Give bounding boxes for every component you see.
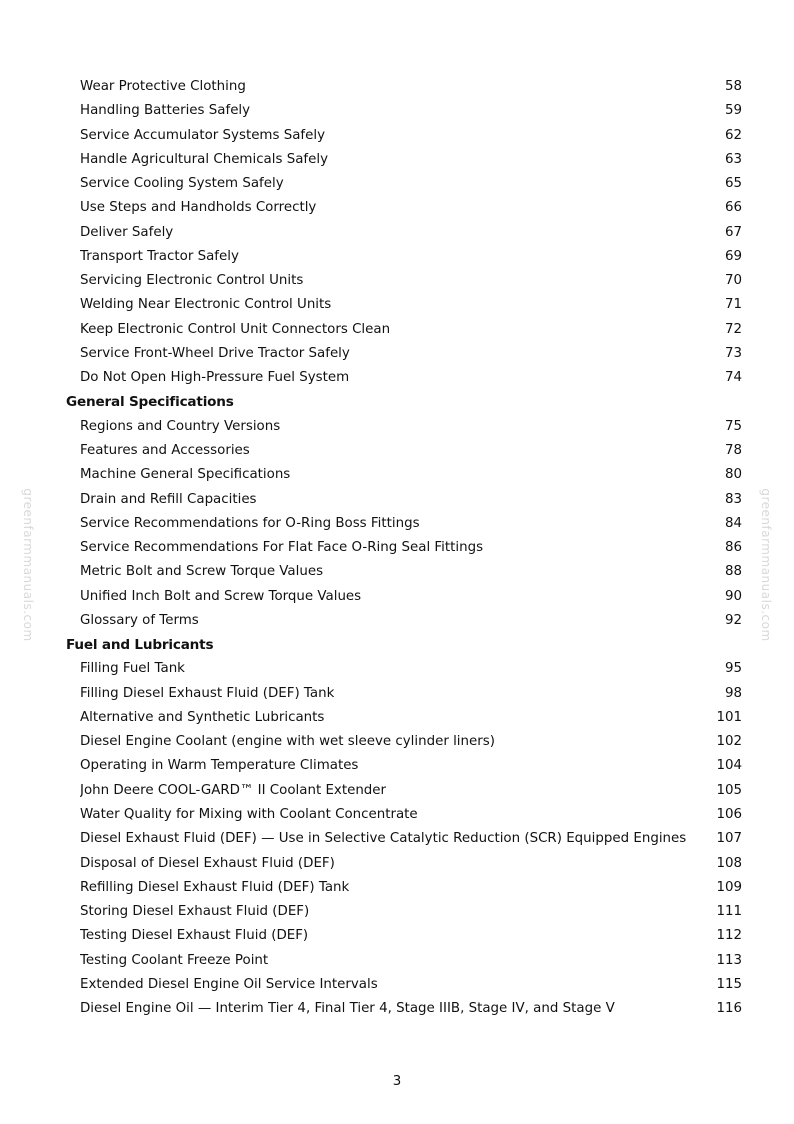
entry-page-number: 102 <box>716 734 742 750</box>
entry-page-number: 62 <box>724 127 742 143</box>
toc-entry[interactable] <box>66 779 742 803</box>
toc-entry[interactable] <box>66 900 742 924</box>
entry-title: Deliver Safely <box>80 224 174 240</box>
toc-entry[interactable] <box>66 657 742 681</box>
entry-page-number: 70 <box>724 273 742 289</box>
entry-page-number: 58 <box>724 79 742 94</box>
entry-title: Diesel Engine Oil — Interim Tier 4, Final Tier 4, Stage IIIB, Stage IV, and Stage V <box>80 1001 615 1017</box>
toc-entry[interactable] <box>66 75 742 99</box>
section-title: General Specifications <box>66 394 234 411</box>
entry-page-number: 67 <box>724 224 742 240</box>
entry-title: Diesel Exhaust Fluid (DEF) — Use in Selective Catalytic Reduction (SCR) Equipped Engines <box>80 831 687 847</box>
entry-title: Wear Protective Clothing <box>80 79 246 94</box>
entry-page-number: 83 <box>724 491 742 507</box>
entry-title: Transport Tractor Safely <box>80 248 239 264</box>
entry-page-number: 74 <box>724 370 742 386</box>
entry-page-number: 113 <box>716 952 742 968</box>
entry-title: Metric Bolt and Screw Torque Values <box>80 564 324 580</box>
watermark-left: greenfarmmanuals.com <box>21 488 35 642</box>
toc-entry[interactable] <box>66 439 742 463</box>
entry-title: Extended Diesel Engine Oil Service Intervals <box>80 976 378 992</box>
entry-page-number: 112 <box>716 928 742 944</box>
toc-section-heading <box>66 390 742 414</box>
entry-page-number: 101 <box>716 709 742 725</box>
entry-title: Filling Fuel Tank <box>80 661 185 677</box>
toc-entry[interactable] <box>66 318 742 342</box>
entry-title: Alternative and Synthetic Lubricants <box>80 709 325 725</box>
entry-page-number: 80 <box>724 467 742 483</box>
entry-page-number: 107 <box>716 831 742 847</box>
toc-entry[interactable] <box>66 852 742 876</box>
toc-section-heading <box>66 633 742 657</box>
entry-page-number: 65 <box>724 176 742 192</box>
entry-title: Handle Agricultural Chemicals Safely <box>80 151 329 167</box>
table-of-contents <box>66 75 742 1021</box>
entry-page-number: 111 <box>716 904 742 920</box>
entry-title: Water Quality for Mixing with Coolant Concentrate <box>80 806 418 822</box>
entry-title: Use Steps and Handholds Correctly <box>80 200 317 216</box>
entry-page-number: 106 <box>716 806 742 822</box>
entry-title: John Deere COOL-GARD™ II Coolant Extender <box>80 782 387 798</box>
entry-page-number: 75 <box>724 418 742 434</box>
toc-entry[interactable] <box>66 754 742 778</box>
toc-entry[interactable] <box>66 342 742 366</box>
entry-page-number: 115 <box>716 976 742 992</box>
entry-page-number: 98 <box>724 685 742 701</box>
toc-entry[interactable] <box>66 512 742 536</box>
entry-title: Glossary of Terms <box>80 612 199 628</box>
entry-page-number: 95 <box>724 661 742 677</box>
toc-entry[interactable] <box>66 196 742 220</box>
entry-title: Regions and Country Versions <box>80 418 281 434</box>
entry-page-number: 105 <box>716 782 742 798</box>
toc-entry[interactable] <box>66 366 742 390</box>
page-number: 3 <box>392 1074 402 1089</box>
entry-title: Servicing Electronic Control Units <box>80 273 304 289</box>
entry-title: Service Cooling System Safely <box>80 176 284 192</box>
entry-page-number: 88 <box>724 564 742 580</box>
toc-entry[interactable] <box>66 827 742 851</box>
section-title: Fuel and Lubricants <box>66 637 214 654</box>
toc-entry[interactable] <box>66 172 742 196</box>
entry-page-number: 86 <box>724 540 742 556</box>
entry-page-number: 72 <box>724 321 742 337</box>
entry-page-number: 92 <box>724 612 742 628</box>
entry-title: Service Front-Wheel Drive Tractor Safely <box>80 345 350 361</box>
toc-entry[interactable] <box>66 488 742 512</box>
entry-page-number: 109 <box>716 879 742 895</box>
entry-page-number: 69 <box>724 248 742 264</box>
toc-entry[interactable] <box>66 803 742 827</box>
entry-title: Storing Diesel Exhaust Fluid (DEF) <box>80 904 310 920</box>
toc-entry[interactable] <box>66 269 742 293</box>
entry-title: Handling Batteries Safely <box>80 103 251 119</box>
toc-entry[interactable] <box>66 949 742 973</box>
entry-page-number: 66 <box>724 200 742 216</box>
entry-title: Filling Diesel Exhaust Fluid (DEF) Tank <box>80 685 335 701</box>
entry-page-number: 73 <box>724 345 742 361</box>
toc-entry[interactable] <box>66 560 742 584</box>
watermark-right: greenfarmmanuals.com <box>759 488 773 642</box>
entry-page-number: 90 <box>724 588 742 604</box>
entry-page-number: 108 <box>716 855 742 871</box>
entry-title: Operating in Warm Temperature Climates <box>80 758 359 774</box>
toc-entry[interactable] <box>66 293 742 317</box>
toc-entry[interactable] <box>66 415 742 439</box>
toc-entry[interactable] <box>66 245 742 269</box>
entry-title: Testing Diesel Exhaust Fluid (DEF) <box>80 928 309 944</box>
toc-entry[interactable] <box>66 463 742 487</box>
toc-entry[interactable] <box>66 99 742 123</box>
entry-title: Do Not Open High-Pressure Fuel System <box>80 370 350 386</box>
entry-page-number: 104 <box>716 758 742 774</box>
toc-entry[interactable] <box>66 682 742 706</box>
entry-title: Drain and Refill Capacities <box>80 491 257 507</box>
entry-page-number: 71 <box>724 297 742 313</box>
entry-page-number: 78 <box>724 442 742 458</box>
toc-entry[interactable] <box>66 706 742 730</box>
entry-title: Machine General Specifications <box>80 467 291 483</box>
toc-entry[interactable] <box>66 148 742 172</box>
entry-title: Testing Coolant Freeze Point <box>80 952 269 968</box>
toc-entry[interactable] <box>66 924 742 948</box>
entry-title: Service Recommendations for O-Ring Boss Fittings <box>80 515 420 531</box>
toc-entry[interactable] <box>66 997 742 1021</box>
entry-page-number: 116 <box>716 1001 742 1017</box>
entry-page-number: 63 <box>724 151 742 167</box>
toc-entry[interactable] <box>66 536 742 560</box>
entry-title: Keep Electronic Control Unit Connectors Clean <box>80 321 391 337</box>
entry-page-number: 59 <box>724 103 742 119</box>
entry-page-number: 84 <box>724 515 742 531</box>
entry-title: Disposal of Diesel Exhaust Fluid (DEF) <box>80 855 335 871</box>
toc-entry[interactable] <box>66 973 742 997</box>
toc-entry[interactable] <box>66 124 742 148</box>
entry-title: Service Recommendations For Flat Face O-Ring Seal Fittings <box>80 540 484 556</box>
entry-title: Features and Accessories <box>80 442 250 458</box>
toc-entry[interactable] <box>66 876 742 900</box>
entry-title: Unified Inch Bolt and Screw Torque Values <box>80 588 362 604</box>
toc-entry[interactable] <box>66 221 742 245</box>
entry-title: Service Accumulator Systems Safely <box>80 127 326 143</box>
entry-title: Refilling Diesel Exhaust Fluid (DEF) Tank <box>80 879 350 895</box>
entry-title: Welding Near Electronic Control Units <box>80 297 332 313</box>
toc-entry[interactable] <box>66 730 742 754</box>
toc-entry[interactable] <box>66 609 742 633</box>
entry-title: Diesel Engine Coolant (engine with wet sleeve cylinder liners) <box>80 734 495 750</box>
toc-entry[interactable] <box>66 585 742 609</box>
